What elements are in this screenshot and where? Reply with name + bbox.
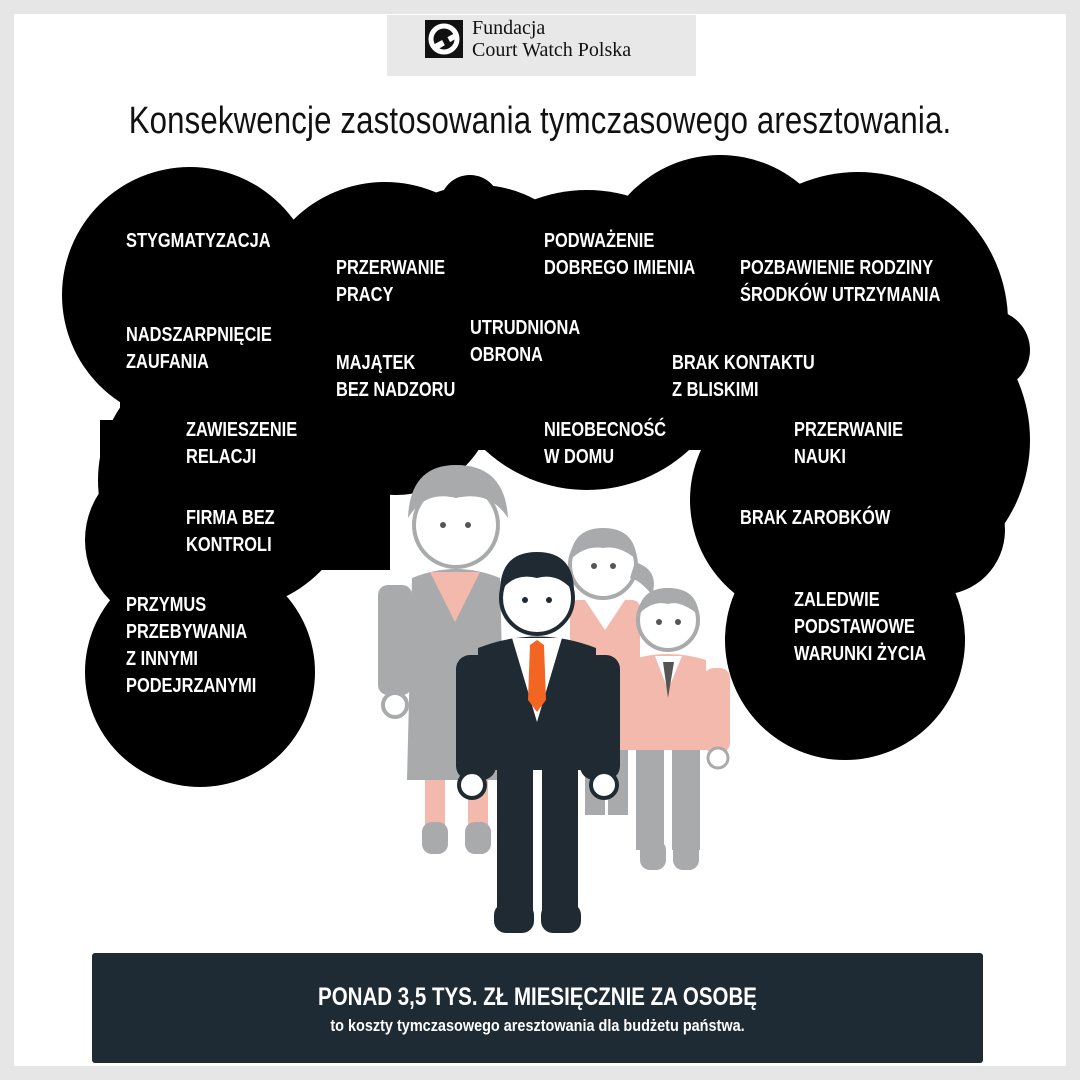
consequence-label — [126, 228, 271, 255]
consequence-label — [544, 228, 695, 282]
consequence-label-line: BRAK ZAROBKÓW — [740, 507, 891, 529]
consequence-label-line: PRZEBYWANIA — [126, 621, 248, 643]
cost-banner — [92, 953, 983, 1063]
consequence-label-line: BRAK KONTAKTU — [672, 352, 815, 374]
consequence-label — [186, 417, 297, 471]
consequence-label — [126, 322, 272, 376]
consequence-label-line: PODEJRZANYMI — [126, 675, 257, 697]
consequence-label-line: BEZ NADZORU — [336, 379, 456, 401]
consequence-label-line: W DOMU — [544, 446, 615, 468]
consequence-label-line: ŚRODKÓW UTRZYMANIA — [740, 284, 941, 306]
consequence-label — [336, 255, 445, 309]
page-title: Konsekwencje zastosowania tymczasowego aresztowania. — [128, 100, 952, 142]
cost-subtext: to koszty tymczasowego aresztowania dla budżetu państwa. — [330, 1016, 745, 1035]
consequence-label-line: POZBAWIENIE RODZINY — [740, 257, 934, 279]
consequence-label — [794, 587, 926, 668]
consequence-label-line: PRZYMUS — [126, 594, 207, 616]
consequence-label — [672, 350, 815, 404]
consequence-label — [740, 255, 940, 309]
consequence-label-line: PODWAŻENIE — [544, 230, 655, 252]
consequence-label-line: FIRMA BEZ — [186, 507, 275, 529]
consequence-label — [740, 505, 890, 532]
logo-line-court-watch: Court Watch Polska — [472, 39, 632, 61]
consequence-label-line: OBRONA — [470, 344, 543, 366]
consequence-label-line: PRZERWANIE — [794, 419, 904, 441]
consequence-label-line: UTRUDNIONA — [470, 317, 581, 339]
consequence-label-line: MAJĄTEK — [336, 352, 416, 374]
consequence-label — [794, 417, 903, 471]
consequence-label-line: PODSTAWOWE — [794, 616, 915, 638]
consequence-label-line: STYGMATYZACJA — [126, 230, 271, 252]
consequence-label — [544, 417, 666, 471]
logo-line-fundacja: Fundacja — [472, 17, 546, 39]
consequence-label-line: Z INNYMI — [126, 648, 198, 670]
consequence-label-line: ZAWIESZENIE — [186, 419, 298, 441]
consequence-label — [186, 505, 275, 559]
consequence-label-line: PRACY — [336, 284, 394, 306]
boy-figure — [628, 588, 730, 870]
consequence-label-line: NAUKI — [794, 446, 846, 468]
cost-headline: PONAD 3,5 TYS. ZŁ MIESIĘCZNIE ZA OSOBĘ — [318, 983, 757, 1011]
consequence-label-line: NIEOBECNOŚĆ — [544, 419, 667, 441]
consequence-label-line: DOBREGO IMIENIA — [544, 257, 696, 279]
consequence-label — [126, 592, 256, 700]
consequence-label-line: NADSZARPNIĘCIE — [126, 324, 272, 346]
consequence-label-line: KONTROLI — [186, 534, 272, 556]
consequence-label-line: ZALEDWIE — [794, 589, 880, 611]
consequence-label — [336, 350, 455, 404]
consequence-label — [470, 315, 580, 369]
consequence-label-line: RELACJI — [186, 446, 257, 468]
consequence-label-line: WARUNKI ŻYCIA — [794, 643, 927, 665]
consequence-label-line: ZAUFANIA — [126, 351, 209, 373]
consequence-label-line: PRZERWANIE — [336, 257, 446, 279]
consequence-label-line: Z BLISKIMI — [672, 379, 759, 401]
